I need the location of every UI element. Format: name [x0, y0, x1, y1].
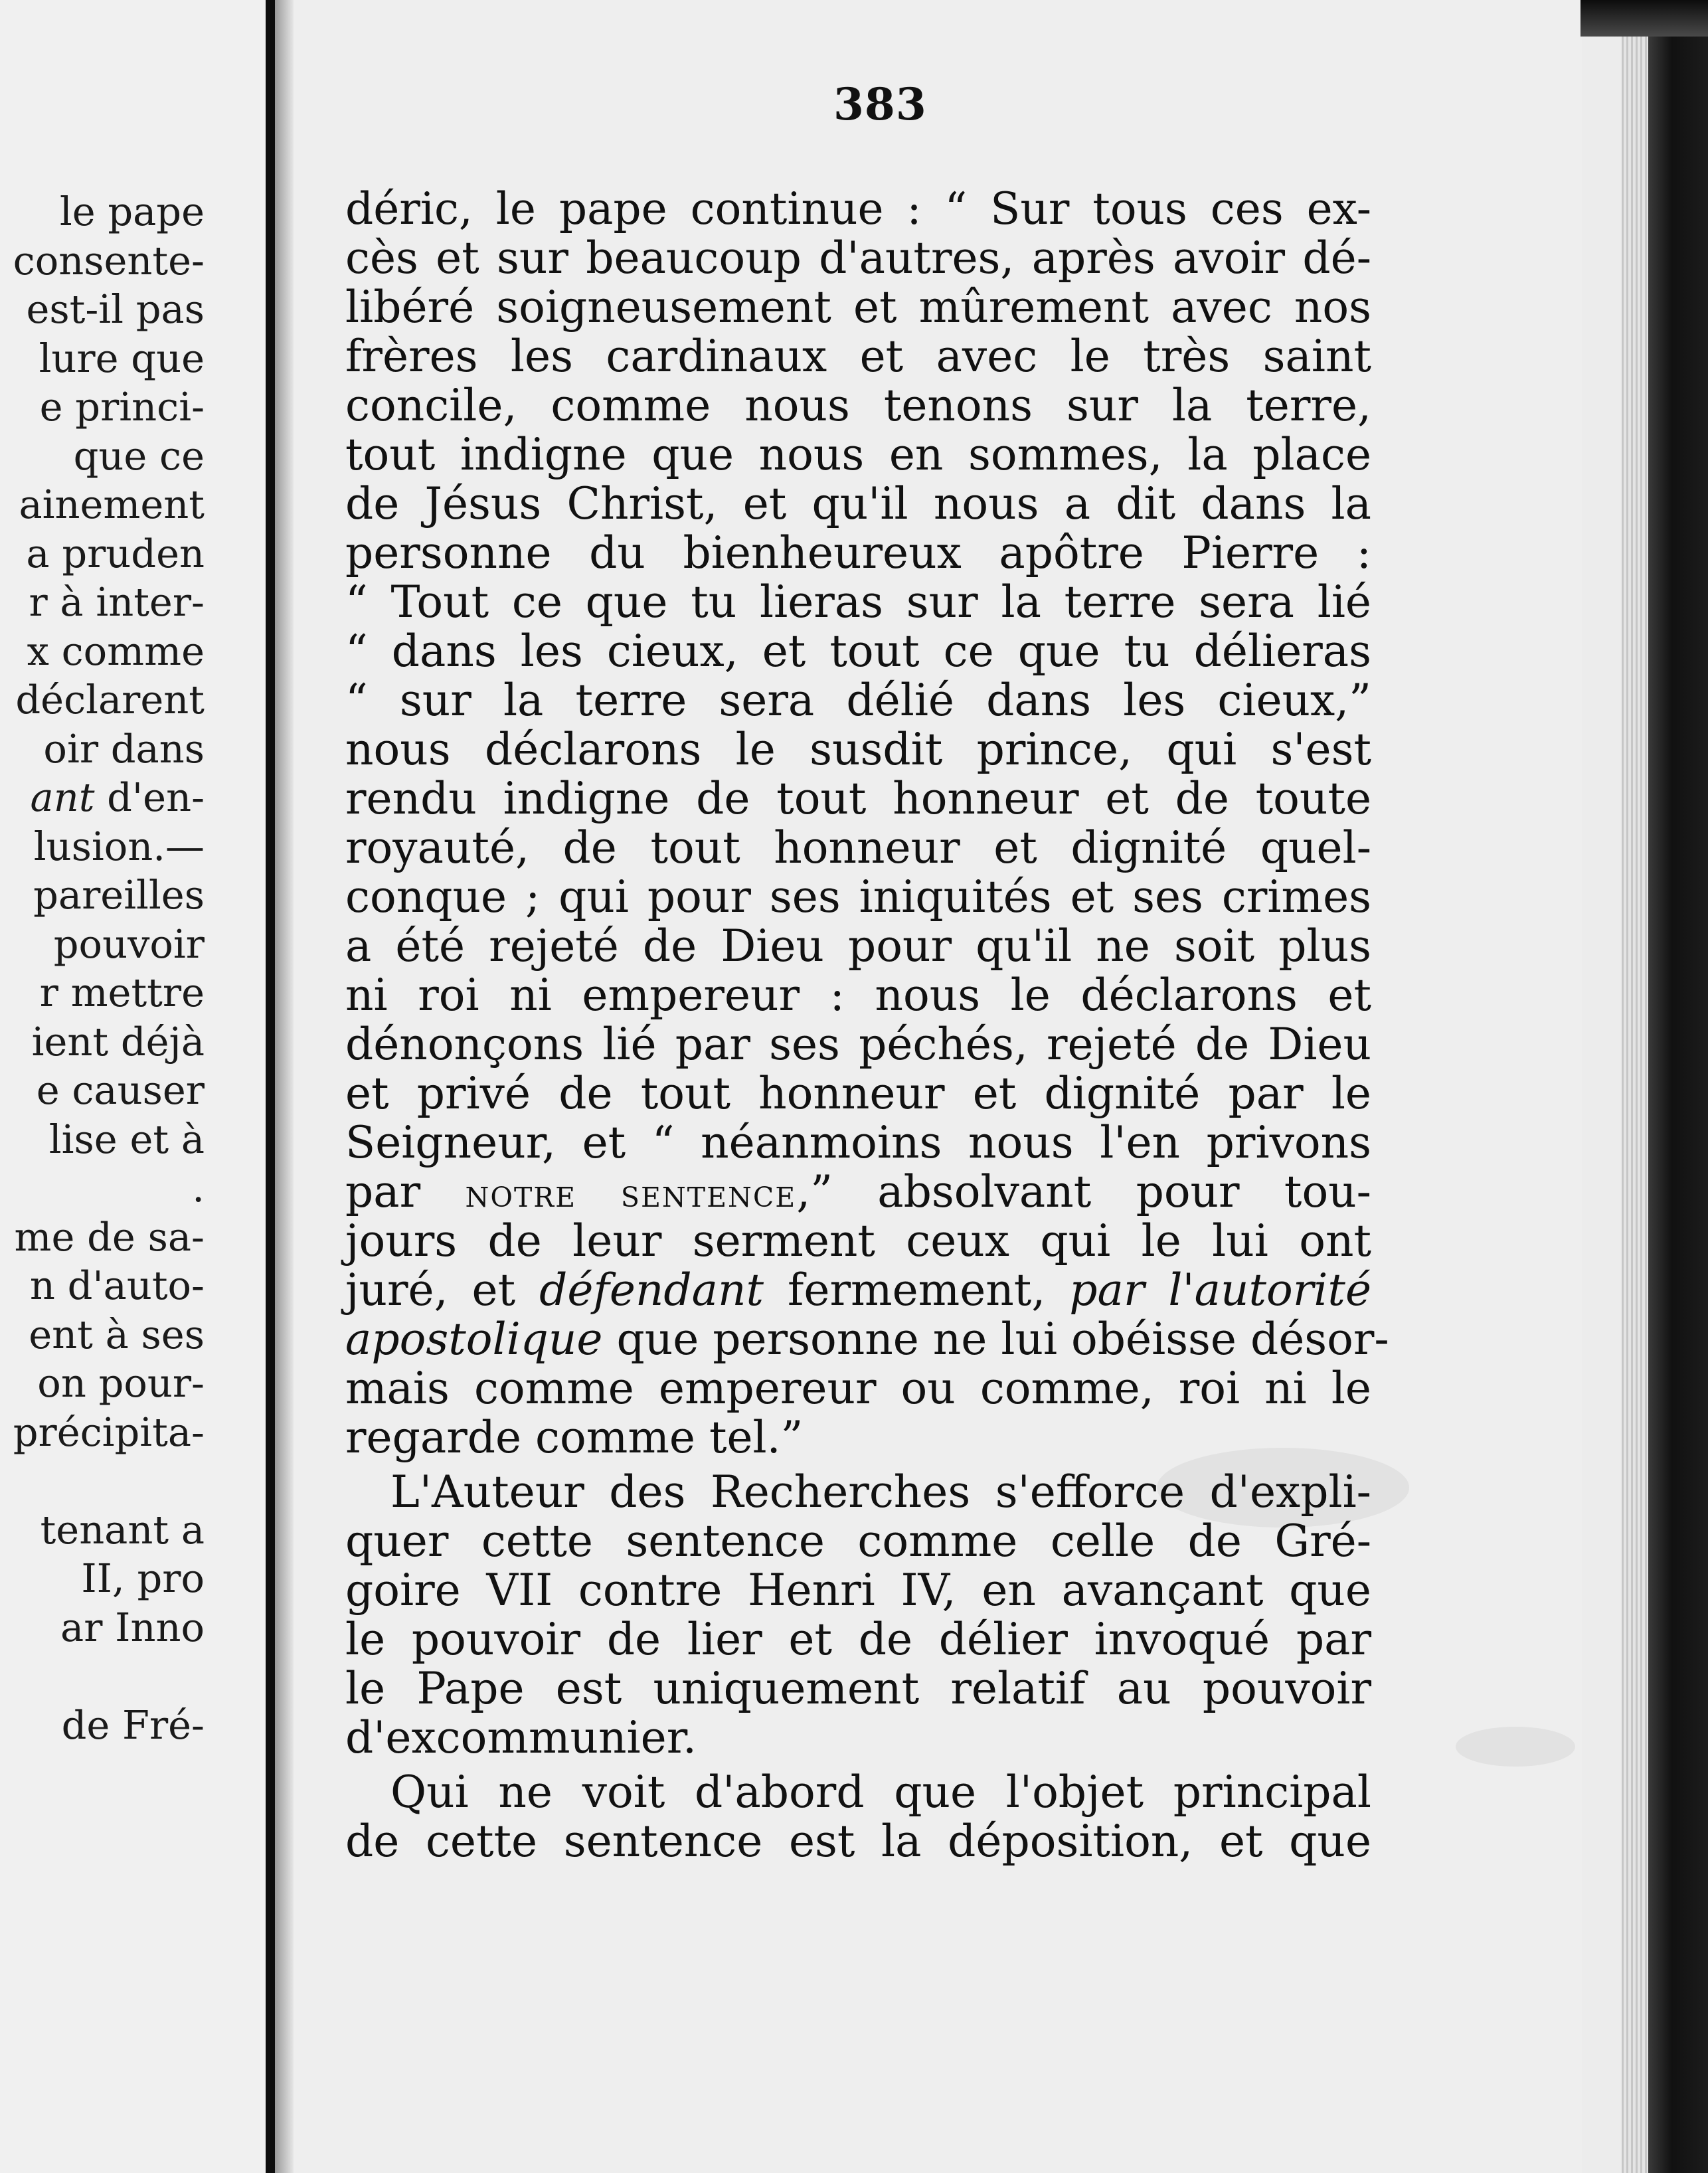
left-page-line: ainement — [19, 481, 205, 527]
text-segment: personne du bienheureux apôtre Pierre : — [345, 527, 1371, 578]
text-line — [345, 1713, 1371, 1763]
text-line — [345, 1364, 1371, 1413]
text-line — [345, 873, 1371, 922]
text-segment: a été rejeté de Dieu pour qu'il ne soit plus — [345, 920, 1371, 972]
text-segment: royauté, de tout honneur et dignité quel- — [345, 822, 1371, 873]
text-line — [345, 1664, 1371, 1713]
text-segment: juré, et — [345, 1264, 540, 1316]
text-line — [345, 332, 1371, 381]
left-page-line — [13, 1456, 205, 1506]
text-segment: “ dans les cieux, et tout ce que tu délieras — [345, 626, 1371, 677]
text-segment: ni roi ni empereur : nous le déclarons et — [345, 970, 1371, 1021]
text-line — [345, 725, 1371, 774]
left-page-italic: ant — [30, 774, 95, 820]
left-page-line: précipita- — [13, 1409, 205, 1455]
left-page-line: x comme — [27, 628, 205, 674]
text-segment: dénonçons lié par ses péchés, rejeté de Dieu — [345, 1019, 1371, 1070]
body-text — [345, 183, 1389, 1867]
left-page-text-rest: d'en- — [94, 774, 205, 820]
text-line — [345, 824, 1371, 873]
left-page-line — [13, 773, 205, 822]
text-line — [345, 1517, 1371, 1566]
text-line — [345, 1020, 1371, 1069]
left-page-line: est-il pas — [26, 286, 205, 332]
text-segment: d'excommunier. — [345, 1712, 697, 1763]
left-page-line: on pour- — [37, 1360, 205, 1406]
text-segment: “ Tout ce que tu lieras sur la terre sera lié — [345, 576, 1371, 628]
text-segment: par — [345, 1166, 466, 1217]
text-segment: rendu indigne de tout honneur et de toute — [345, 773, 1371, 824]
text-segment: le Pape est uniquement relatif au pouvoir — [345, 1663, 1371, 1714]
text-segment: frères les cardinaux et avec le très saint — [345, 331, 1371, 382]
italic-text: par l'autorité — [1069, 1264, 1371, 1316]
text-segment: concile, comme nous tenons sur la terre, — [345, 380, 1371, 431]
paper-stain — [1456, 1727, 1575, 1767]
left-page-line: e causer — [36, 1067, 205, 1113]
text-segment: et privé de tout honneur et dignité par le — [345, 1068, 1371, 1119]
text-segment: que personne ne lui obéisse désor- — [602, 1314, 1389, 1365]
left-page-line: pouvoir — [53, 920, 205, 967]
italic-text: apostolique — [345, 1314, 603, 1365]
text-line — [345, 1069, 1371, 1118]
text-segment: quer cette sentence comme celle de Gré- — [345, 1516, 1371, 1567]
left-page-line: ent à ses — [29, 1311, 205, 1357]
page-number: 383 — [833, 78, 927, 130]
left-page-line: déclarent — [15, 677, 205, 723]
page-stack-edge — [1622, 0, 1648, 2173]
text-line — [345, 1468, 1371, 1517]
left-page-line: oir dans — [43, 725, 205, 772]
text-segment: “ sur la terre sera délié dans les cieux,” — [345, 675, 1371, 726]
text-segment: L'Auteur des Recherches s'efforce d'expli- — [390, 1466, 1371, 1518]
left-page-line: a pruden — [26, 530, 205, 576]
text-line — [345, 1566, 1371, 1615]
left-page-line: lise et à — [48, 1116, 205, 1162]
text-segment: jours de leur serment ceux qui le lui ont — [345, 1215, 1371, 1266]
text-line — [345, 1266, 1371, 1315]
text-line — [345, 1413, 1371, 1462]
text-line — [345, 234, 1371, 283]
small-caps-text: notre sentence — [465, 1171, 797, 1216]
left-page-line: lusion.— — [33, 823, 205, 869]
left-page-line: me de sa- — [14, 1213, 205, 1260]
left-page-line: r mettre — [39, 970, 205, 1015]
text-segment: cès et sur beaucoup d'autres, après avoir dé- — [345, 232, 1371, 284]
text-line — [345, 381, 1371, 430]
text-line — [345, 676, 1371, 725]
left-page-line: tenant a — [40, 1506, 205, 1553]
corner-shadow — [1580, 0, 1708, 37]
text-line — [345, 1168, 1371, 1217]
text-segment: le pouvoir de lier et de délier invoqué par — [345, 1614, 1371, 1665]
text-line — [345, 1817, 1371, 1866]
left-page-line: II, pro — [81, 1555, 205, 1601]
page-gutter-line — [266, 0, 275, 2173]
text-segment: fermement, — [764, 1264, 1070, 1316]
text-segment: ,” absolvant pour tou- — [796, 1166, 1371, 1217]
text-line — [345, 479, 1371, 529]
text-segment: tout indigne que nous en sommes, la place — [345, 429, 1371, 480]
left-page-line — [13, 1652, 205, 1701]
left-page-text — [13, 187, 205, 1749]
text-line — [345, 1217, 1371, 1266]
left-page-line: e princi- — [39, 384, 205, 430]
left-page-line: pareilles — [33, 872, 205, 918]
text-line — [345, 1768, 1371, 1817]
left-page-line: ar Inno — [60, 1604, 205, 1650]
left-page-line: que ce — [73, 432, 205, 479]
left-page-line: ient déjà — [31, 1018, 205, 1065]
text-line — [345, 774, 1371, 824]
text-line — [345, 1615, 1371, 1664]
text-segment: conque ; qui pour ses iniquités et ses crimes — [345, 871, 1371, 922]
text-line — [345, 578, 1371, 627]
text-line — [345, 529, 1371, 578]
text-segment: nous déclarons le susdit prince, qui s'est — [345, 724, 1371, 775]
left-page-line: le pape — [59, 189, 205, 234]
italic-text: défendant — [539, 1264, 764, 1316]
left-page-line: de Fré- — [61, 1701, 205, 1748]
left-page-fragment — [0, 0, 266, 2173]
text-segment: libéré soigneusement et mûrement avec nos — [345, 282, 1371, 333]
left-page-line: . — [192, 1165, 205, 1211]
text-line — [345, 185, 1371, 234]
text-segment: Qui ne voit d'abord que l'objet principal — [390, 1767, 1371, 1818]
left-page-line: consente- — [13, 237, 205, 284]
text-line — [345, 430, 1371, 479]
text-line — [345, 1118, 1371, 1168]
binding-shadow — [1648, 0, 1708, 2173]
text-segment: de Jésus Christ, et qu'il nous a dit dans la — [345, 478, 1371, 529]
text-line — [345, 1314, 1389, 1365]
text-segment: de cette sentence est la déposition, et que — [345, 1816, 1371, 1867]
text-segment: mais comme empereur ou comme, roi ni le — [345, 1363, 1371, 1414]
text-line — [345, 971, 1371, 1020]
text-line — [345, 627, 1371, 676]
gutter-shadow — [275, 0, 294, 2173]
text-segment: regarde comme tel.” — [345, 1412, 804, 1463]
text-line — [345, 922, 1371, 971]
text-segment: Seigneur, et “ néanmoins nous l'en privons — [345, 1117, 1371, 1168]
text-segment: déric, le pape continue : “ Sur tous ces ex- — [345, 183, 1371, 234]
text-segment: goire VII contre Henri IV, en avançant que — [345, 1565, 1371, 1616]
left-page-line: n d'auto- — [29, 1262, 205, 1308]
left-page-line: lure que — [39, 335, 205, 381]
left-page-line: r à inter- — [29, 579, 205, 625]
text-line — [345, 283, 1371, 332]
